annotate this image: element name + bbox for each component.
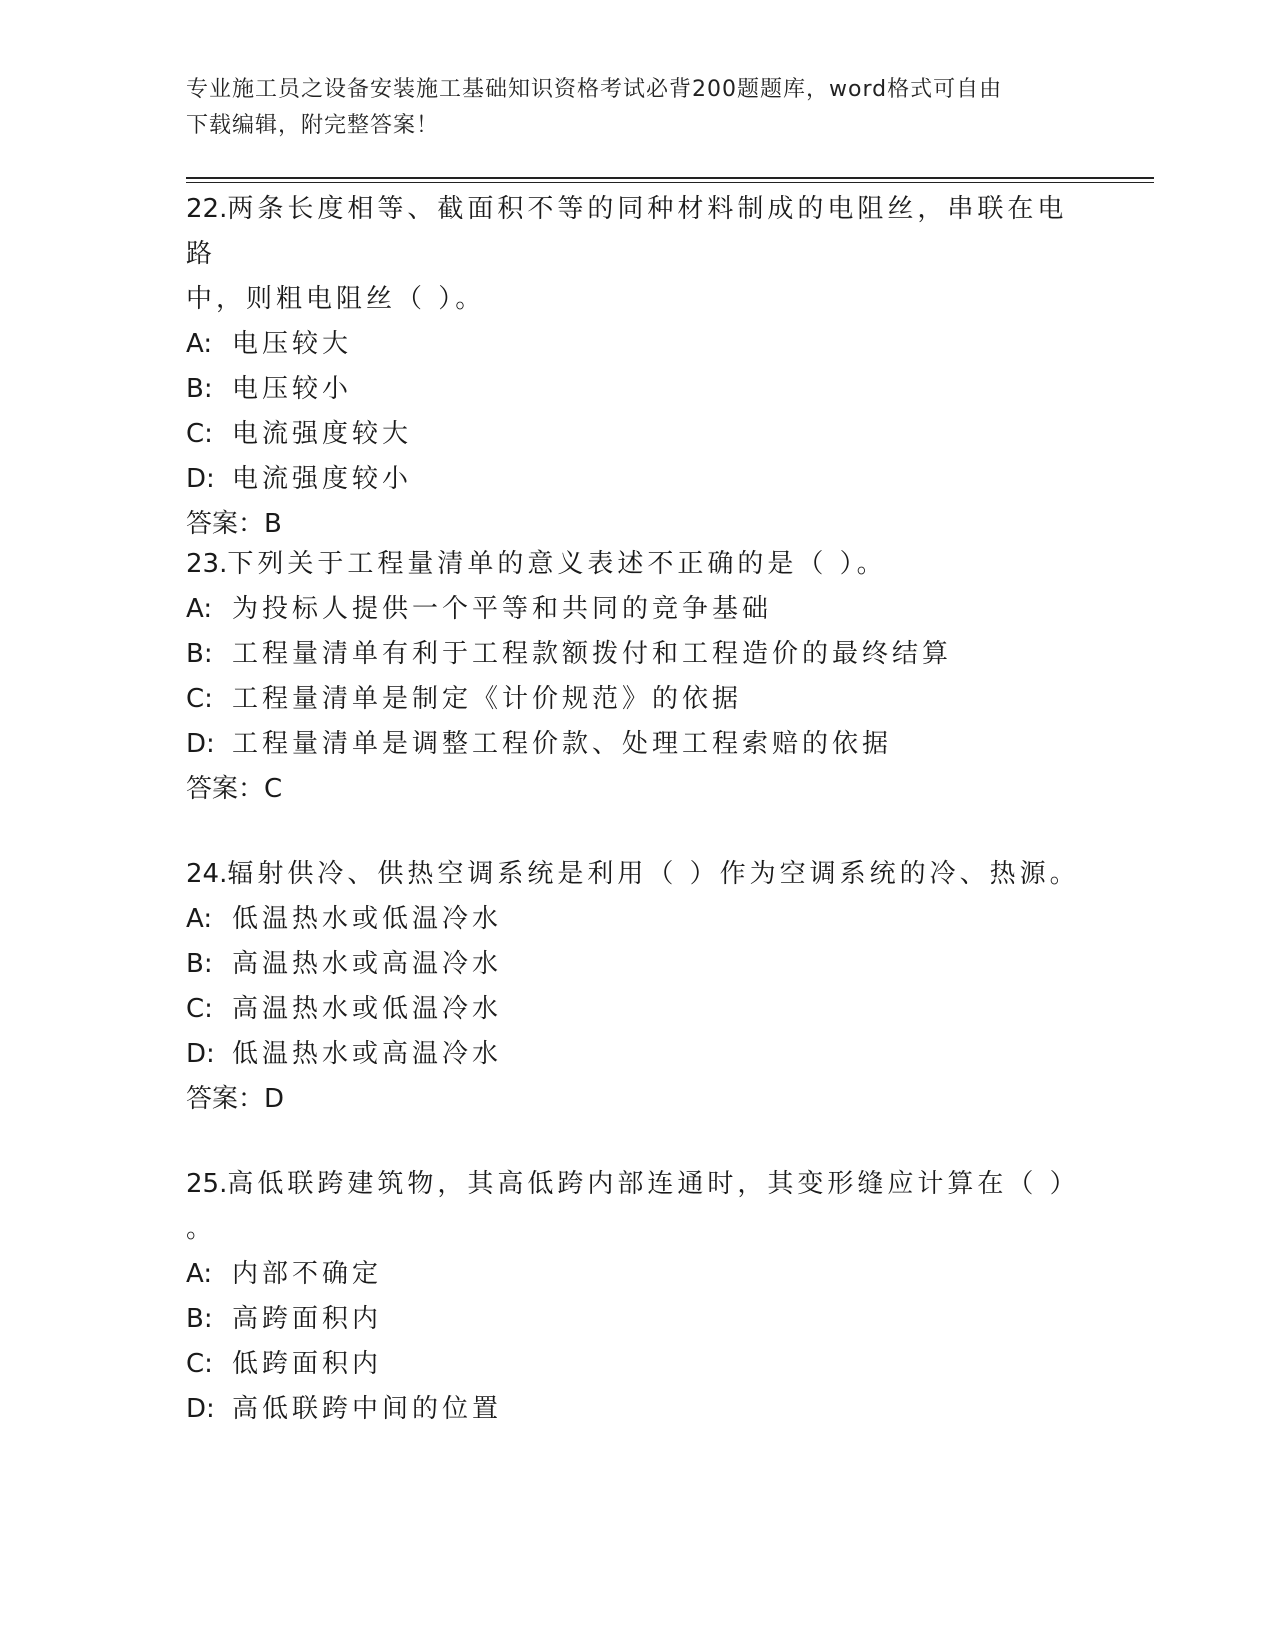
question-number: 25. xyxy=(186,1169,228,1199)
stem-line-1: 两条长度相等、截面积不等的同种材料制成的电阻丝，串联在电路 xyxy=(186,194,1068,269)
option-a xyxy=(186,587,1086,632)
option-text: 高温热水或高温冷水 xyxy=(232,949,503,979)
option-key: B: xyxy=(186,639,213,669)
stem-line-1: 辐射供冷、供热空调系统是利用（ ）作为空调系统的冷、热源。 xyxy=(227,859,1080,889)
option-c xyxy=(186,987,1086,1032)
option-d xyxy=(186,457,1086,502)
header-divider-thick xyxy=(186,177,1154,179)
option-key: A: xyxy=(186,1259,213,1289)
question-23 xyxy=(186,542,1086,812)
stem-line-2: 中，则粗电阻丝（ ）。 xyxy=(186,284,486,314)
option-text: 电流强度较小 xyxy=(232,464,413,494)
option-d xyxy=(186,1387,1086,1432)
option-key: B: xyxy=(186,1304,213,1334)
answer-line: 答案：B xyxy=(186,509,282,539)
option-text: 高跨面积内 xyxy=(232,1304,383,1334)
header-line-2: 下载编辑，附完整答案！ xyxy=(186,113,440,138)
option-a xyxy=(186,322,1086,367)
option-b xyxy=(186,1297,1086,1342)
option-text: 低温热水或高温冷水 xyxy=(232,1039,503,1069)
header-divider-thin xyxy=(186,182,1154,183)
option-text: 工程量清单有利于工程款额拨付和工程造价的最终结算 xyxy=(232,639,953,669)
question-number: 23. xyxy=(186,549,228,579)
option-key: B: xyxy=(186,949,213,979)
option-key: D: xyxy=(186,1394,215,1424)
option-text: 电压较小 xyxy=(232,374,353,404)
option-key: C: xyxy=(186,1349,213,1379)
answer-line: 答案：D xyxy=(186,1084,285,1114)
question-number: 22. xyxy=(186,194,228,224)
option-b xyxy=(186,632,1086,677)
option-d xyxy=(186,722,1086,767)
question-22 xyxy=(186,187,1086,547)
header-line-1: 专业施工员之设备安装施工基础知识资格考试必背200题题库，word格式可自由 xyxy=(186,77,1003,102)
stem-line-1: 高低联跨建筑物，其高低跨内部连通时，其变形缝应计算在（ ） xyxy=(227,1169,1080,1199)
question-stem xyxy=(186,852,1086,897)
option-c xyxy=(186,412,1086,457)
option-text: 低温热水或低温冷水 xyxy=(232,904,503,934)
option-b xyxy=(186,942,1086,987)
option-a xyxy=(186,897,1086,942)
option-key: C: xyxy=(186,994,213,1024)
question-number: 24. xyxy=(186,859,228,889)
option-text: 高低联跨中间的位置 xyxy=(232,1394,503,1424)
option-key: C: xyxy=(186,419,213,449)
option-key: D: xyxy=(186,729,215,759)
option-key: D: xyxy=(186,1039,215,1069)
question-stem xyxy=(186,1162,1086,1207)
option-key: C: xyxy=(186,684,213,714)
option-a xyxy=(186,1252,1086,1297)
option-b xyxy=(186,367,1086,412)
document-header xyxy=(186,72,1066,144)
question-stem xyxy=(186,542,1086,587)
option-key: D: xyxy=(186,464,215,494)
stem-line-1: 下列关于工程量清单的意义表述不正确的是（ ）。 xyxy=(227,549,887,579)
option-text: 为投标人提供一个平等和共同的竞争基础 xyxy=(232,594,773,624)
option-key: A: xyxy=(186,594,213,624)
option-text: 电压较大 xyxy=(232,329,353,359)
option-c xyxy=(186,1342,1086,1387)
option-text: 内部不确定 xyxy=(232,1259,383,1289)
option-c xyxy=(186,677,1086,722)
option-text: 电流强度较大 xyxy=(232,419,413,449)
stem-line-2: 。 xyxy=(186,1214,217,1244)
option-text: 工程量清单是制定《计价规范》的依据 xyxy=(232,684,743,714)
option-text: 高温热水或低温冷水 xyxy=(232,994,503,1024)
option-text: 工程量清单是调整工程价款、处理工程索赔的依据 xyxy=(232,729,893,759)
option-key: A: xyxy=(186,329,213,359)
answer-line: 答案：C xyxy=(186,774,283,804)
question-25 xyxy=(186,1162,1086,1432)
question-24 xyxy=(186,852,1086,1122)
option-key: B: xyxy=(186,374,213,404)
option-text: 低跨面积内 xyxy=(232,1349,383,1379)
question-stem xyxy=(186,187,1086,277)
option-key: A: xyxy=(186,904,213,934)
option-d xyxy=(186,1032,1086,1077)
